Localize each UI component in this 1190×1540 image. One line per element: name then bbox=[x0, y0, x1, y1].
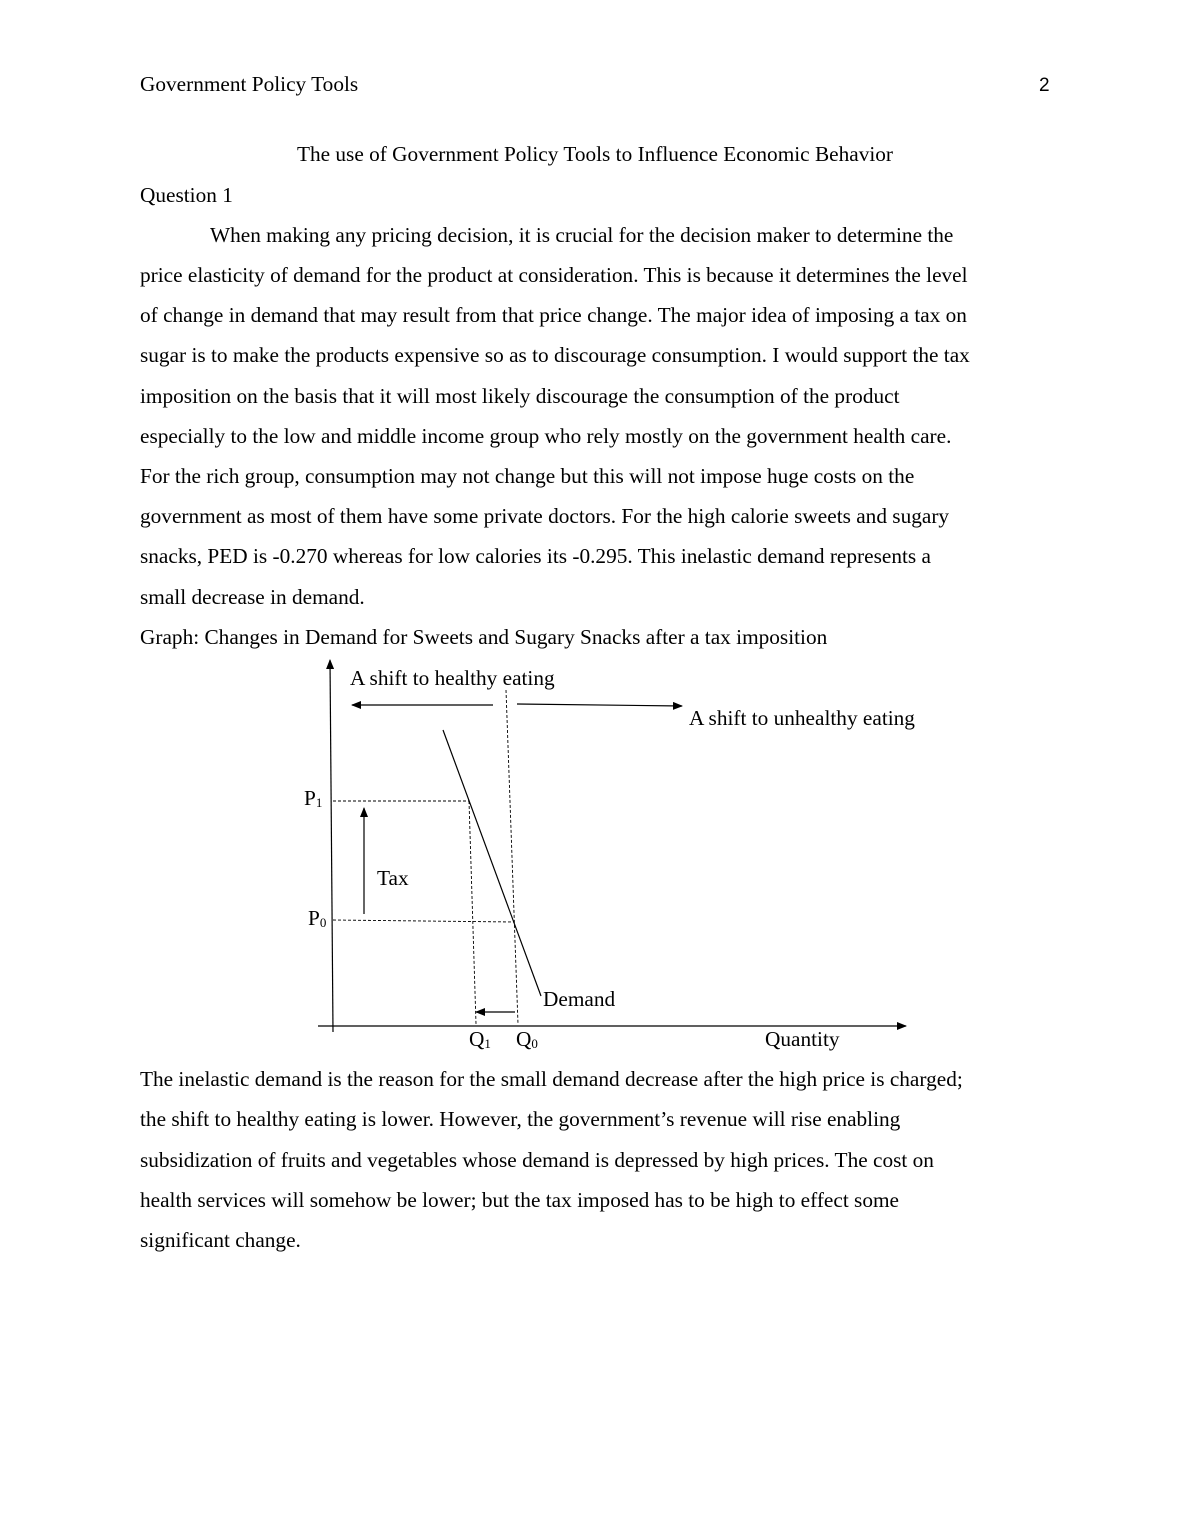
q0-label bbox=[516, 1027, 538, 1051]
demand-curve bbox=[443, 730, 541, 996]
text-line: small decrease in demand. bbox=[140, 585, 365, 609]
text-line: sugar is to make the products expensive so as to discourage consumption. I would support the tax bbox=[140, 343, 970, 367]
p1-base: P bbox=[304, 786, 316, 810]
demand-label: Demand bbox=[543, 987, 616, 1011]
text-line: The inelastic demand is the reason for the small demand decrease after the high price is charged; bbox=[140, 1067, 963, 1091]
unhealthy-shift-arrow bbox=[517, 704, 682, 706]
document-title: The use of Government Policy Tools to Influence Economic Behavior bbox=[296, 142, 894, 166]
healthy-shift-label: A shift to healthy eating bbox=[350, 666, 555, 690]
p0-base: P bbox=[308, 906, 320, 930]
text-line: For the rich group, consumption may not change but this will not impose huge costs on the bbox=[140, 464, 915, 488]
p1-sub: 1 bbox=[315, 795, 323, 810]
section-heading: Question 1 bbox=[140, 183, 233, 207]
running-head: Government Policy Tools bbox=[140, 72, 359, 96]
q1-sub: 1 bbox=[484, 1036, 491, 1051]
text-line: of change in demand that may result from that price change. The major idea of imposing a tax on bbox=[140, 303, 967, 327]
q1-base: Q bbox=[469, 1027, 485, 1051]
p1-label bbox=[304, 786, 322, 810]
p0-label bbox=[308, 906, 326, 930]
text-line: subsidization of fruits and vegetables whose demand is depressed by high prices. The cost on bbox=[140, 1148, 934, 1172]
text-line: especially to the low and middle income group who rely mostly on the government health care. bbox=[140, 424, 952, 448]
q0-sub: 0 bbox=[531, 1036, 538, 1051]
text-line: imposition on the basis that it will most likely discourage the consumption of the product bbox=[140, 384, 900, 408]
text-line: snacks, PED is -0.270 whereas for low calories its -0.295. This inelastic demand represents a bbox=[140, 544, 931, 568]
p0-guide bbox=[333, 920, 514, 922]
text-line: health services will somehow be lower; but the tax imposed has to be high to effect some bbox=[140, 1188, 900, 1212]
text-line: price elasticity of demand for the product at consideration. This is because it determines the level bbox=[140, 263, 968, 287]
q1-label bbox=[469, 1027, 491, 1051]
x-axis-label: Quantity bbox=[765, 1027, 840, 1051]
q0-base: Q bbox=[516, 1027, 532, 1051]
q1-guide bbox=[469, 801, 476, 1024]
graph-caption: Graph: Changes in Demand for Sweets and Sugary Snacks after a tax imposition bbox=[140, 625, 828, 649]
q0-guide bbox=[506, 690, 518, 1024]
text-line: When making any pricing decision, it is crucial for the decision maker to determine the bbox=[210, 223, 954, 247]
tax-label: Tax bbox=[377, 866, 409, 890]
text-line: government as most of them have some private doctors. For the high calorie sweets and sugary bbox=[140, 504, 950, 528]
y-axis bbox=[330, 660, 333, 1032]
unhealthy-shift-label: A shift to unhealthy eating bbox=[689, 706, 915, 730]
text-line: the shift to healthy eating is lower. However, the government’s revenue will rise enabling bbox=[140, 1107, 901, 1131]
text-line: significant change. bbox=[140, 1228, 301, 1252]
page-number: 2 bbox=[1039, 75, 1050, 96]
p0-sub: 0 bbox=[319, 915, 327, 930]
